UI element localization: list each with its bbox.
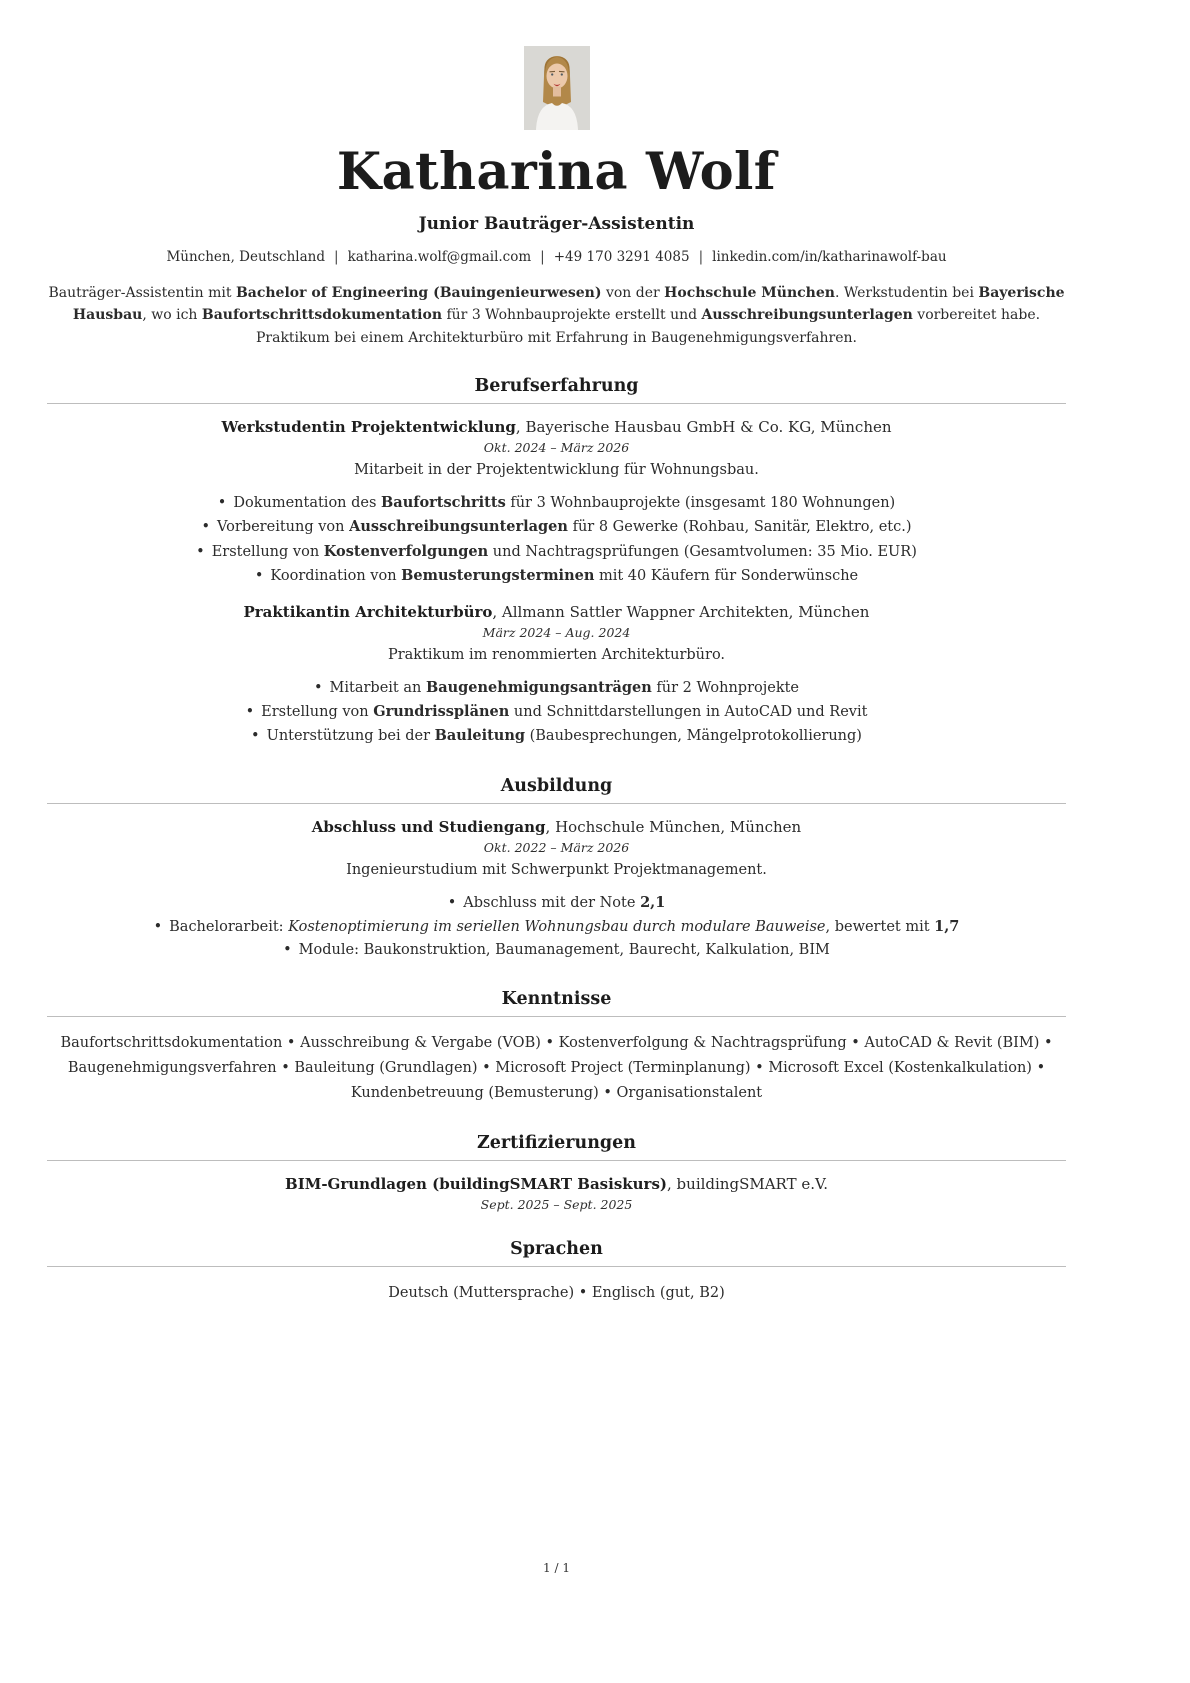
- bullet-item: [47, 700, 1066, 724]
- contact-email: katharina.wolf@gmail.com: [347, 249, 532, 266]
- bullet-marker: •: [196, 543, 205, 560]
- bullet-text: Koordination von Bemusterungsterminen mit 40 Käufern für Sonderwünsche: [270, 566, 859, 584]
- experience-entry: [47, 418, 1066, 588]
- section-heading: Ausbildung: [500, 775, 613, 796]
- contact-location: München, Deutschland: [166, 249, 325, 266]
- bullet-item: [47, 515, 1066, 539]
- contact-linkedin: linkedin.com/in/katharinawolf-bau: [712, 249, 947, 266]
- education-entry: [47, 818, 1066, 963]
- bullet-list: [47, 491, 1066, 588]
- bullet-marker: •: [217, 495, 227, 512]
- bullet-item: [47, 676, 1066, 700]
- profile-photo: [524, 46, 590, 130]
- bullet-text: Erstellung von Grundrissplänen und Schnittdarstellungen in AutoCAD und Revit: [261, 703, 868, 721]
- bullet-marker: •: [254, 567, 264, 584]
- section-sprachen: [47, 1239, 1066, 1306]
- contact-phone: +49 170 3291 4085: [553, 249, 690, 266]
- entry-title: Werkstudentin Projektentwicklung, Bayerische Hausbau GmbH & Co. KG, München: [221, 418, 892, 437]
- section-heading: Berufserfahrung: [474, 376, 639, 397]
- section-heading: Kenntnisse: [501, 989, 612, 1010]
- section-divider: [47, 403, 1066, 404]
- section-kenntnisse: [47, 989, 1066, 1106]
- bullet-item: [47, 724, 1066, 748]
- bullet-list: [47, 676, 1066, 749]
- entry-dates: Sept. 2025 – Sept. 2025: [480, 1196, 633, 1212]
- bullet-text: Unterstützung bei der Bauleitung (Baubesprechungen, Mängelprotokollierung): [266, 727, 862, 745]
- bullet-text: Bachelorarbeit: Kostenoptimierung im seriellen Wohnungsbau durch modulare Bauweise, bewertet mit 1,7: [169, 917, 960, 935]
- section-divider: [47, 1160, 1066, 1161]
- page-number: 1 / 1: [543, 1561, 570, 1575]
- contact-separator: |: [540, 249, 545, 266]
- resume-content: [47, 0, 1066, 1306]
- entry-description: Mitarbeit in der Projektentwicklung für Wohnungsbau.: [354, 462, 759, 479]
- section-berufserfahrung: [47, 376, 1066, 748]
- bullet-text: Erstellung von Kostenverfolgungen und Nachtragsprüfungen (Gesamtvolumen: 35 Mio. EUR): [211, 542, 917, 560]
- entry-description: Ingenieurstudium mit Schwerpunkt Projektmanagement.: [346, 861, 767, 878]
- job-headline: Junior Bauträger-Assistentin: [418, 214, 695, 235]
- entry-title: Praktikantin Architekturbüro, Allmann Sattler Wappner Architekten, München: [243, 603, 870, 621]
- section-ausbildung: [47, 776, 1066, 963]
- entry-title: Abschluss und Studiengang, Hochschule München, München: [311, 817, 802, 836]
- bullet-item: [47, 891, 1066, 915]
- person-name: Katharina Wolf: [336, 142, 777, 202]
- entry-dates: März 2024 – Aug. 2024: [482, 625, 631, 640]
- profile-summary: Bauträger-Assistentin mit Bachelor of Engineering (Bauingenieurwesen) von der Hochschule München. Werkstudentin bei Bayerische Hausbau, wo ich Baufortschrittsdokumentation für 3 Wohnbauprojekte erstellt und Ausschreibungsunterlagen vorbereitet habe. Praktikum bei einem Architekturbüro mit Erfahrung in Baugenehmigungsverfahren.: [48, 285, 1065, 346]
- bullet-marker: •: [245, 704, 255, 721]
- entry-dates: Okt. 2024 – März 2026: [483, 440, 630, 456]
- bullet-item: [47, 491, 1066, 515]
- skills-list: Baufortschrittsdokumentation • Ausschreibung & Vergabe (VOB) • Kostenverfolgung & Nachtragsprüfung • AutoCAD & Revit (BIM) • Baugenehmigungsverfahren • Bauleitung (Grundlagen) • Microsoft Project (Terminplanung) • Microsoft Excel (Kostenkalkulation) • Kundenbetreuung (Bemusterung) • Organisationstalent: [60, 1035, 1053, 1101]
- section-divider: [47, 1266, 1066, 1267]
- bullet-text: Vorbereitung von Ausschreibungsunterlagen für 8 Gewerke (Rohbau, Sanitär, Elektro, etc.): [217, 518, 912, 536]
- bullet-text: Module: Baukonstruktion, Baumanagement, Baurecht, Kalkulation, BIM: [298, 941, 830, 958]
- bullet-item: [47, 915, 1066, 939]
- contact-separator: |: [698, 249, 704, 266]
- section-zertifizierungen: [47, 1133, 1066, 1212]
- contact-line: [47, 249, 1066, 265]
- bullet-marker: •: [153, 918, 163, 935]
- bullet-marker: •: [201, 519, 211, 536]
- section-divider: [47, 1016, 1066, 1017]
- bullet-text: Mitarbeit an Baugenehmigungsanträgen für 2 Wohnprojekte: [329, 679, 800, 696]
- bullet-marker: •: [251, 728, 260, 745]
- profile-photo-illustration: [524, 46, 590, 130]
- section-heading: Zertifizierungen: [476, 1132, 637, 1153]
- certification-entry: [47, 1175, 1066, 1212]
- bullet-item: [47, 564, 1066, 588]
- bullet-item: [47, 540, 1066, 564]
- entry-description: Praktikum im renommierten Architekturbüro.: [387, 647, 726, 663]
- bullet-marker: •: [283, 941, 292, 958]
- bullet-text: Abschluss mit der Note 2,1: [463, 893, 666, 911]
- bullet-marker: •: [313, 680, 323, 696]
- section-divider: [47, 803, 1066, 804]
- entry-title: BIM-Grundlagen (buildingSMART Basiskurs), buildingSMART e.V.: [285, 1174, 828, 1193]
- entry-dates: Okt. 2022 – März 2026: [483, 839, 630, 855]
- languages-list: Deutsch (Muttersprache) • Englisch (gut, B2): [388, 1284, 725, 1301]
- bullet-item: [47, 939, 1066, 962]
- contact-separator: |: [334, 249, 339, 266]
- bullet-text: Dokumentation des Baufortschritts für 3 Wohnbauprojekte (insgesamt 180 Wohnungen): [233, 494, 896, 512]
- bullet-list: [47, 891, 1066, 963]
- section-heading: Sprachen: [510, 1238, 603, 1259]
- experience-entry: [47, 603, 1066, 749]
- bullet-marker: •: [447, 894, 457, 911]
